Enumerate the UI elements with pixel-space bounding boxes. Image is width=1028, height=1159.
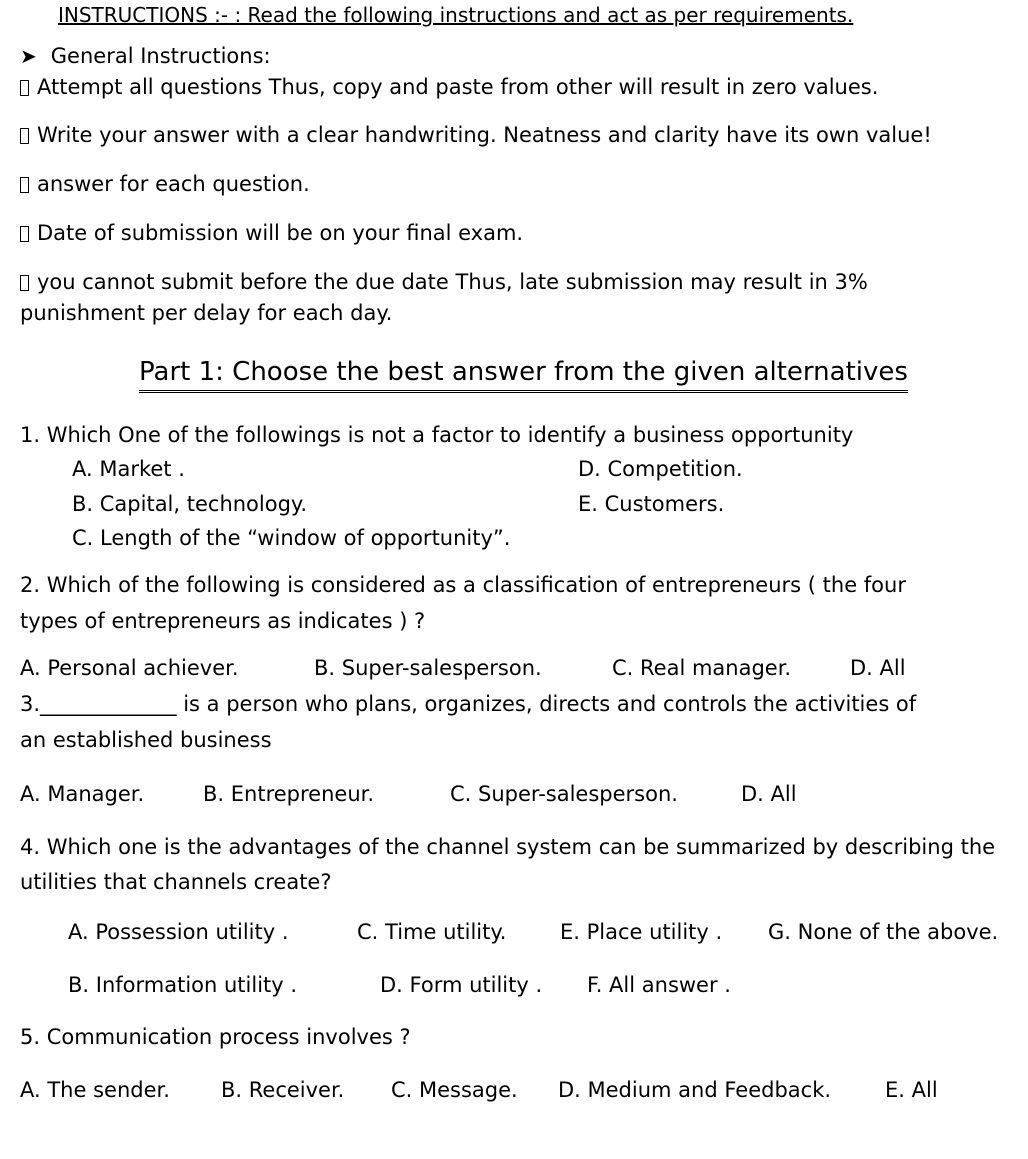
part1-title: Part 1: Choose the best answer from the given alternatives: [139, 356, 908, 393]
q1-option-b: B. Capital, technology.: [72, 492, 308, 516]
q4-option-d: D. Form utility .: [380, 973, 543, 997]
q5-option-d: D. Medium and Feedback.: [558, 1078, 832, 1102]
general-instructions-title: General Instructions:: [50, 44, 271, 68]
q5-option-a: A. The sender.: [20, 1078, 170, 1102]
instructions-header: INSTRUCTIONS :- : Read the following instructions and act as per requirements.: [58, 3, 854, 27]
question-3-line-1: 3._____________ is a person who plans, organizes, directs and controls the activities of: [20, 692, 917, 716]
question-1: 1. Which One of the followings is not a factor to identify a business opportunity: [20, 423, 854, 447]
q3-option-a: A. Manager.: [20, 782, 145, 806]
bullet-box-icon: [20, 275, 29, 291]
bullet-box-icon: [20, 226, 29, 242]
instruction-item: you cannot submit before the due date Thus, late submission may result in 3%: [20, 268, 868, 296]
q4-option-f: F. All answer .: [587, 973, 731, 997]
instruction-item: Write your answer with a clear handwriting. Neatness and clarity have its own value!: [20, 121, 932, 149]
question-2-line-2: types of entrepreneurs as indicates ) ?: [20, 609, 426, 633]
question-4-line-2: utilities that channels create?: [20, 870, 332, 894]
bullet-box-icon: [20, 128, 29, 144]
q2-option-d: D. All: [850, 656, 906, 680]
q1-option-c: C. Length of the “window of opportunity”.: [72, 526, 511, 550]
q5-option-b: B. Receiver.: [221, 1078, 345, 1102]
question-5: 5. Communication process involves ?: [20, 1025, 411, 1049]
bullet-box-icon: [20, 80, 29, 96]
instruction-item: answer for each question.: [20, 170, 310, 198]
instruction-item: Attempt all questions Thus, copy and paste from other will result in zero values.: [20, 73, 878, 101]
q4-option-b: B. Information utility .: [68, 973, 298, 997]
q3-option-b: B. Entrepreneur.: [203, 782, 375, 806]
q2-option-b: B. Super-salesperson.: [314, 656, 542, 680]
general-instructions-heading: [20, 42, 271, 70]
q4-option-c: C. Time utility.: [357, 920, 507, 944]
q4-option-e: E. Place utility .: [560, 920, 723, 944]
q5-option-c: C. Message.: [391, 1078, 518, 1102]
q3-option-d: D. All: [741, 782, 797, 806]
q2-option-c: C. Real manager.: [612, 656, 792, 680]
q1-option-a: A. Market .: [72, 457, 185, 481]
question-2-line-1: 2. Which of the following is considered as a classification of entrepreneurs ( the four: [20, 573, 906, 597]
q2-option-a: A. Personal achiever.: [20, 656, 239, 680]
q4-option-g: G. None of the above.: [768, 920, 999, 944]
instruction-item-continued: punishment per delay for each day.: [20, 301, 393, 325]
q4-option-a: A. Possession utility .: [68, 920, 289, 944]
bullet-box-icon: [20, 177, 29, 193]
instruction-item: Date of submission will be on your final exam.: [20, 219, 523, 247]
q1-option-d: D. Competition.: [578, 457, 743, 481]
q5-option-e: E. All: [885, 1078, 938, 1102]
q1-option-e: E. Customers.: [578, 492, 725, 516]
q3-option-c: C. Super-salesperson.: [450, 782, 678, 806]
arrow-bullet-icon: ➤: [20, 44, 37, 68]
question-4-line-1: 4. Which one is the advantages of the channel system can be summarized by describing the: [20, 835, 996, 859]
question-3-line-2: an established business: [20, 728, 272, 752]
